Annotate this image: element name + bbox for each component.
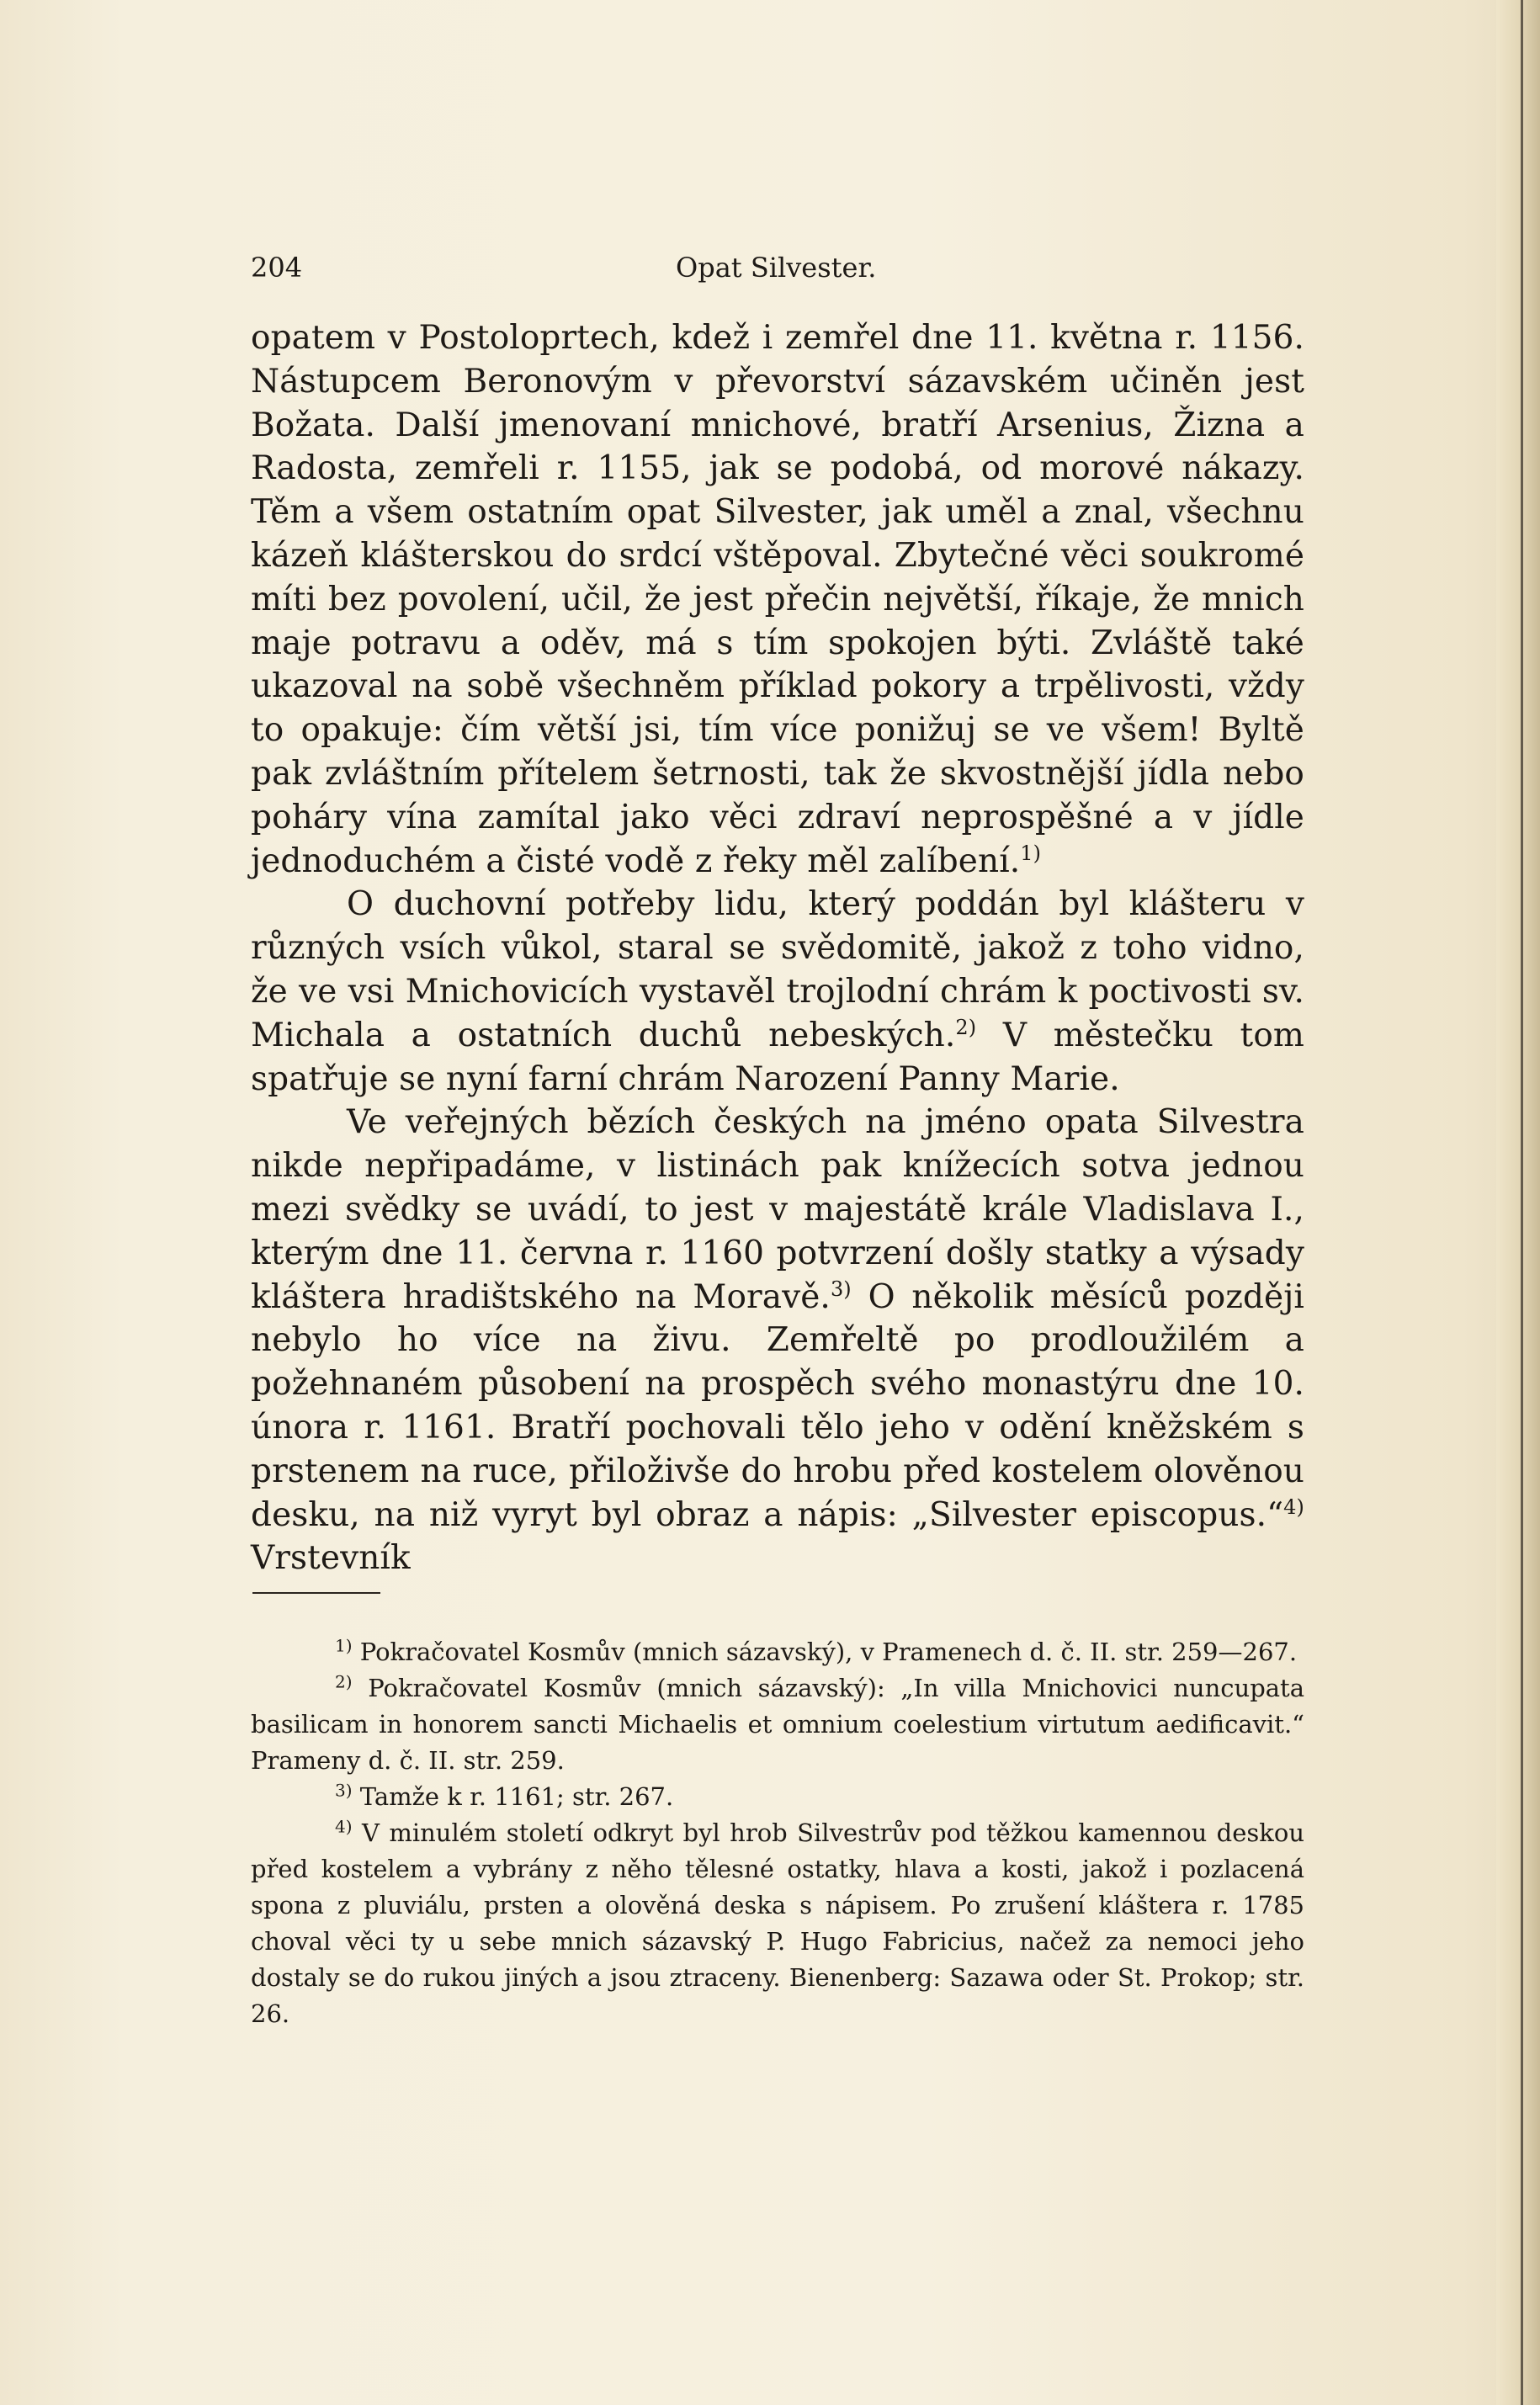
paragraph-2-tail: V městečku tom spatřuje se nyní farní chrám Narození Panny Marie.	[251, 1016, 1304, 1098]
main-text	[251, 316, 1304, 1580]
footnote-ref-3: 3)	[830, 1277, 852, 1301]
page-header	[251, 251, 1303, 293]
footnote-4	[251, 1815, 1304, 2032]
paragraph-1	[251, 316, 1304, 883]
footnote-1	[251, 1634, 1304, 1670]
footnote-3-text: Tamže k r. 1161; str. 267.	[352, 1782, 674, 1811]
paragraph-2-text: O duchovní potřeby lidu, který poddán byl klášteru v různých vsích vůkol, staral se svědomitě, jakož z toho vidno, že ve vsi Mnichovicích vystavěl trojlodní chrám k poctivosti sv. Michala a ostatních duchů nebeských.	[251, 885, 1304, 1054]
footnote-ref-4: 4)	[1283, 1494, 1304, 1519]
paragraph-3-text-b: O několik měsíců později nebylo ho více na živu. Zemřeltě po prodloužilém a požehnaném působení na prospěch svého monastýru dne 10. února r. 1161. Bratří pochovali tělo jeho v odění kněžském s prstenem na ruce, přiloživše do hrobu před kostelem olověnou desku, na niž vyryt byl obraz a nápis: „Silvester episcopus.“	[251, 1277, 1305, 1534]
footnote-ref-2: 2)	[955, 1015, 977, 1039]
page-edge-line	[1521, 0, 1523, 2405]
paragraph-2	[251, 883, 1304, 1101]
paragraph-3	[251, 1101, 1304, 1580]
page-number: 204	[251, 252, 303, 284]
footnotes	[251, 1634, 1304, 2032]
running-title: Opat Silvester.	[676, 252, 877, 284]
footnote-divider	[252, 1592, 380, 1594]
footnote-4-mark: 4)	[335, 1816, 353, 1837]
footnote-ref-1: 1)	[1020, 841, 1042, 865]
footnote-2	[251, 1670, 1304, 1779]
paragraph-3-text-a: Ve veřejných bězích českých na jméno opata Silvestra nikde nepřipadáme, v listinách pak knížecích sotva jednou mezi svědky se uvádí, to jest v majestátě krále Vladislava I., kterým dne 11. června r. 1160 potvrzení došly statky a výsady kláštera hradištského na Moravě.	[251, 1103, 1304, 1316]
paragraph-1-text: opatem v Postoloprtech, kdež i zemřel dne 11. května r. 1156. Nástupcem Beronovým v převorství sázavském učiněn jest Božata. Další jmenovaní mnichové, bratří Arsenius, Žizna a Radosta, zemřeli r. 1155, jak se podobá, od morové nákazy. Těm a všem ostatním opat Silvester, jak uměl a znal, všechnu kázeň klášterskou do srdcí vštěpoval. Zbytečné věci soukromé míti bez povolení, učil, že jest přečin největší, říkaje, že mnich maje potravu a oděv, má s tím spokojen býti. Zvláště také ukazoval na sobě všechněm příklad pokory a trpělivosti, vždy to opakuje: čím větší jsi, tím více ponižuj se ve všem! Byltě pak zvláštním přítelem šetrnosti, tak že skvostnější jídla nebo poháry vína zamítal jako věci zdraví neprospěšné a v jídle jednoduchém a čisté vodě z řeky měl zalíbení.	[251, 319, 1304, 880]
footnote-2-mark: 2)	[335, 1671, 353, 1692]
footnote-1-mark: 1)	[335, 1635, 353, 1656]
footnote-3	[251, 1779, 1304, 1815]
footnote-3-mark: 3)	[335, 1780, 353, 1801]
paragraph-3-text-c: Vrstevník	[251, 1539, 411, 1578]
footnote-4-text: V minulém století odkryt byl hrob Silvestrův pod těžkou kamennou deskou před kostelem a vybrány z něho tělesné ostatky, hlava a kosti, jakož i pozlacená spona z pluviálu, prsten a olověná deska s nápisem. Po zrušení kláštera r. 1785 choval věci ty u sebe mnich sázavský P. Hugo Fabricius, načež za nemoci jeho dostaly se do rukou jiných a jsou ztraceny. Bienenberg: Sazawa oder St. Prokop; str. 26.	[251, 1818, 1304, 2028]
footnote-2-text: Pokračovatel Kosmův (mnich sázavský): „In villa Mnichovici nuncupata basilicam in honorem sancti Michaelis et omnium coelestium virtutum aedificavit.“ Prameny d. č. II. str. 259.	[251, 1674, 1304, 1775]
page-edge	[1496, 0, 1540, 2405]
footnote-1-text: Pokračovatel Kosmův (mnich sázavský), v Pramenech d. č. II. str. 259—267.	[352, 1638, 1298, 1666]
